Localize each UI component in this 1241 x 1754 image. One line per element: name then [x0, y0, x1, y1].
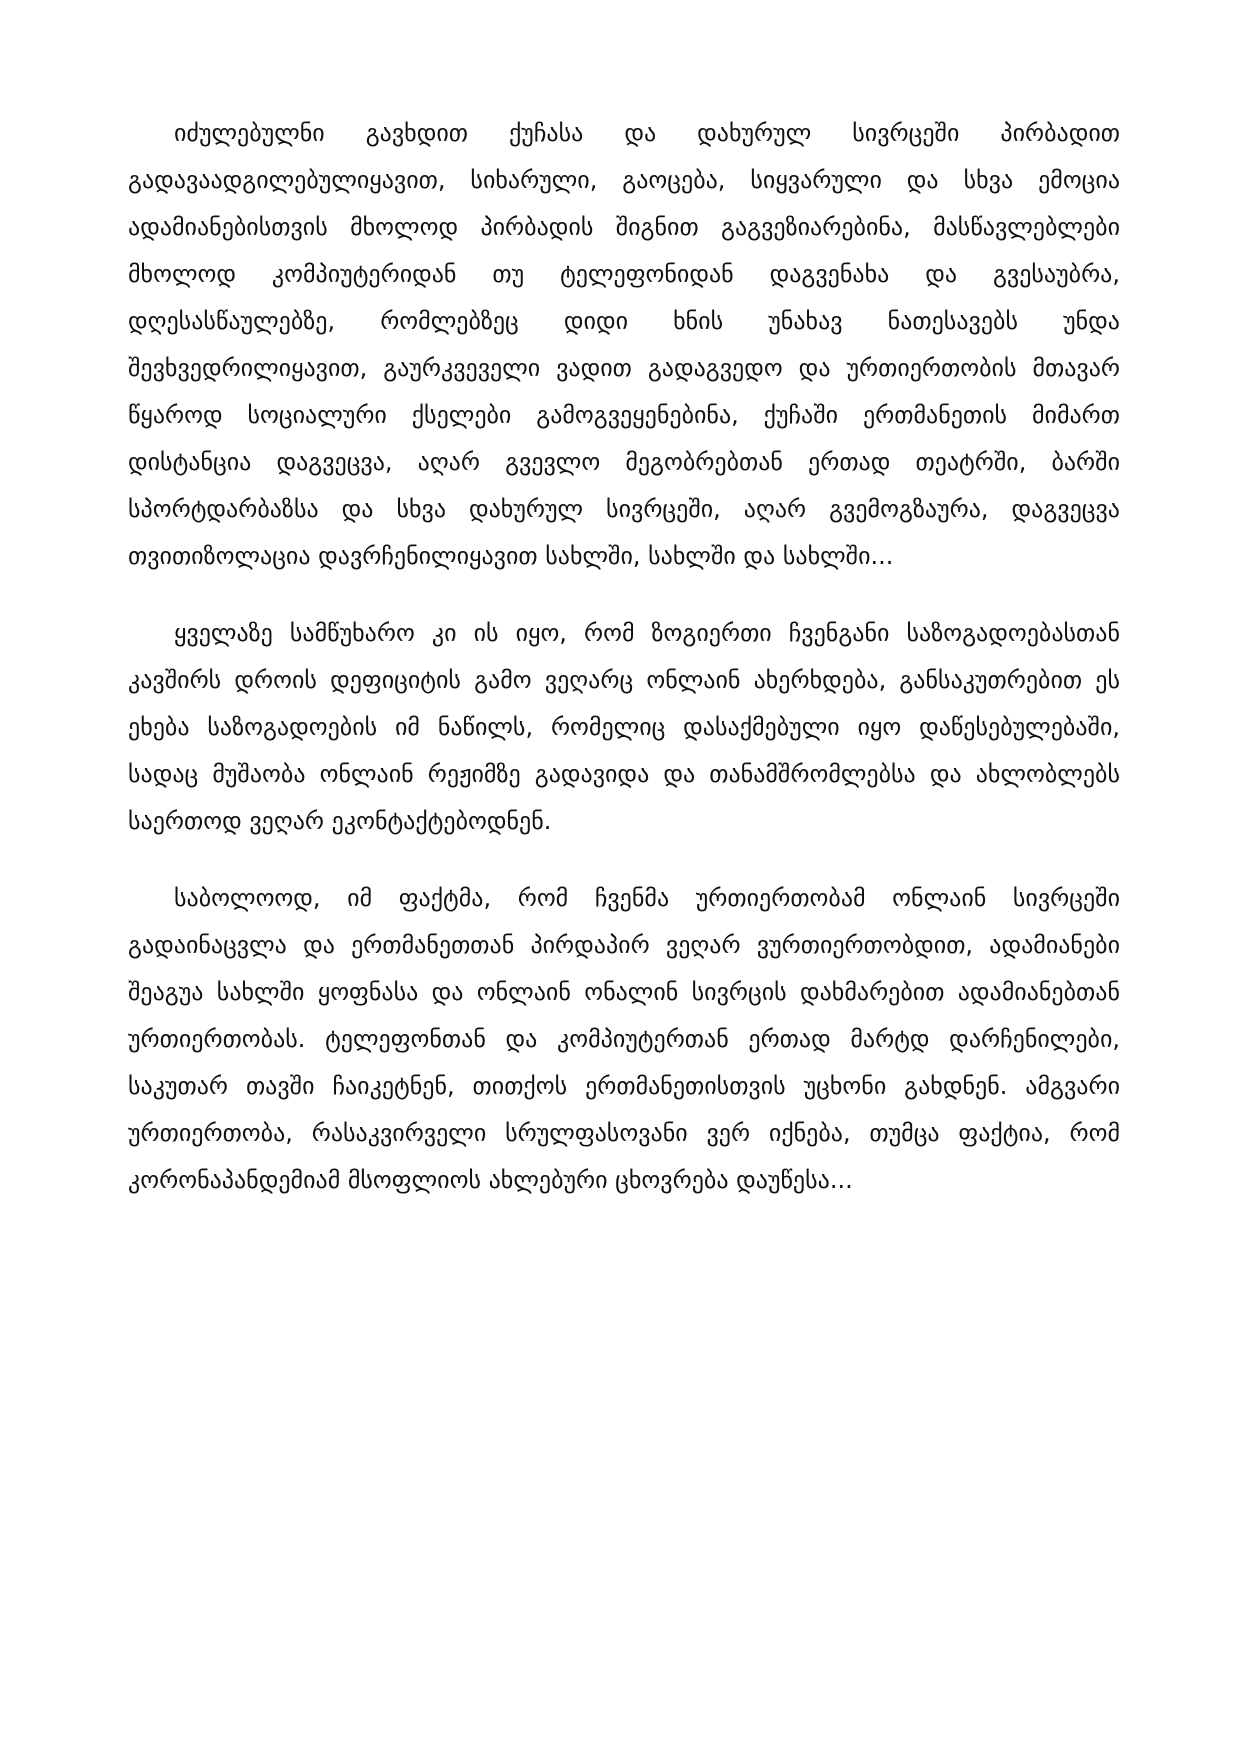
paragraph-2: ყველაზე სამწუხარო კი ის იყო, რომ ზოგიერთი ჩვენგანი საზოგადოებასთან კავშირს დროის დეფიციტის გამო ვეღარც ონლაინ ახერხდება, განსაკუთრებით ეს ეხება საზოგადოების იმ ნაწილს, რომელიც დასაქმებული იყო დაწესებულებაში, სადაც მუშაობა ონლაინ რეჟიმზე გადავიდა და თანამშრომლებსა და ახლობლებს საერთოდ ვეღარ ეკონტაქტებოდნენ.	[128, 619, 1120, 835]
document-body	[128, 110, 1120, 1234]
paragraph-3: საბოლოოდ, იმ ფაქტმა, რომ ჩვენმა ურთიერთობამ ონლაინ სივრცეში გადაინაცვლა და ერთმანეთთან პირდაპირ ვეღარ ვურთიერთობდით, ადამიანები შეაგუა სახლში ყოფნასა და ონლაინ ონალინ სივრცის დახმარებით ადამიანებთან ურთიერთობას. ტელეფონთან და კომპიუტერთან ერთად მარტდ დარჩენილები, საკუთარ თავში ჩაიკეტნენ, თითქოს ერთმანეთისთვის უცხონი გახდნენ. ამგვარი ურთიერთობა, რასაკვირველი სრულფასოვანი ვერ იქნება, თუმცა ფაქტია, რომ კორონაპანდემიამ მსოფლიოს ახლებური ცხოვრება დაუწესა...	[128, 884, 1120, 1194]
paragraph-1: იძულებულნი გავხდით ქუჩასა და დახურულ სივრცეში პირბადით გადავაადგილებულიყავით, სიხარული, გაოცება, სიყვარული და სხვა ემოცია ადამიანებისთვის მხოლოდ პირბადის შიგნით გაგვეზიარებინა, მასწავლებლები მხოლოდ კომპიუტერიდან თუ ტელეფონიდან დაგვენახა და გვესაუბრა, დღესასწაულებზე, რომლებზეც დიდი ხნის უნახავ ნათესავებს უნდა შევხვედრილიყავით, გაურკვეველი ვადით გადაგვედო და ურთიერთობის მთავარ წყაროდ სოციალური ქსელები გამოგვეყენებინა, ქუჩაში ერთმანეთის მიმართ დისტანცია დაგვეცვა, აღარ გვევლო მეგობრებთან ერთად თეატრში, ბარში სპორტდარბაზსა და სხვა დახურულ სივრცეში, აღარ გვემოგზაურა, დაგვეცვა თვითიზოლაცია დავრჩენილიყავით სახლში, სახლში და სახლში...	[128, 119, 1120, 570]
